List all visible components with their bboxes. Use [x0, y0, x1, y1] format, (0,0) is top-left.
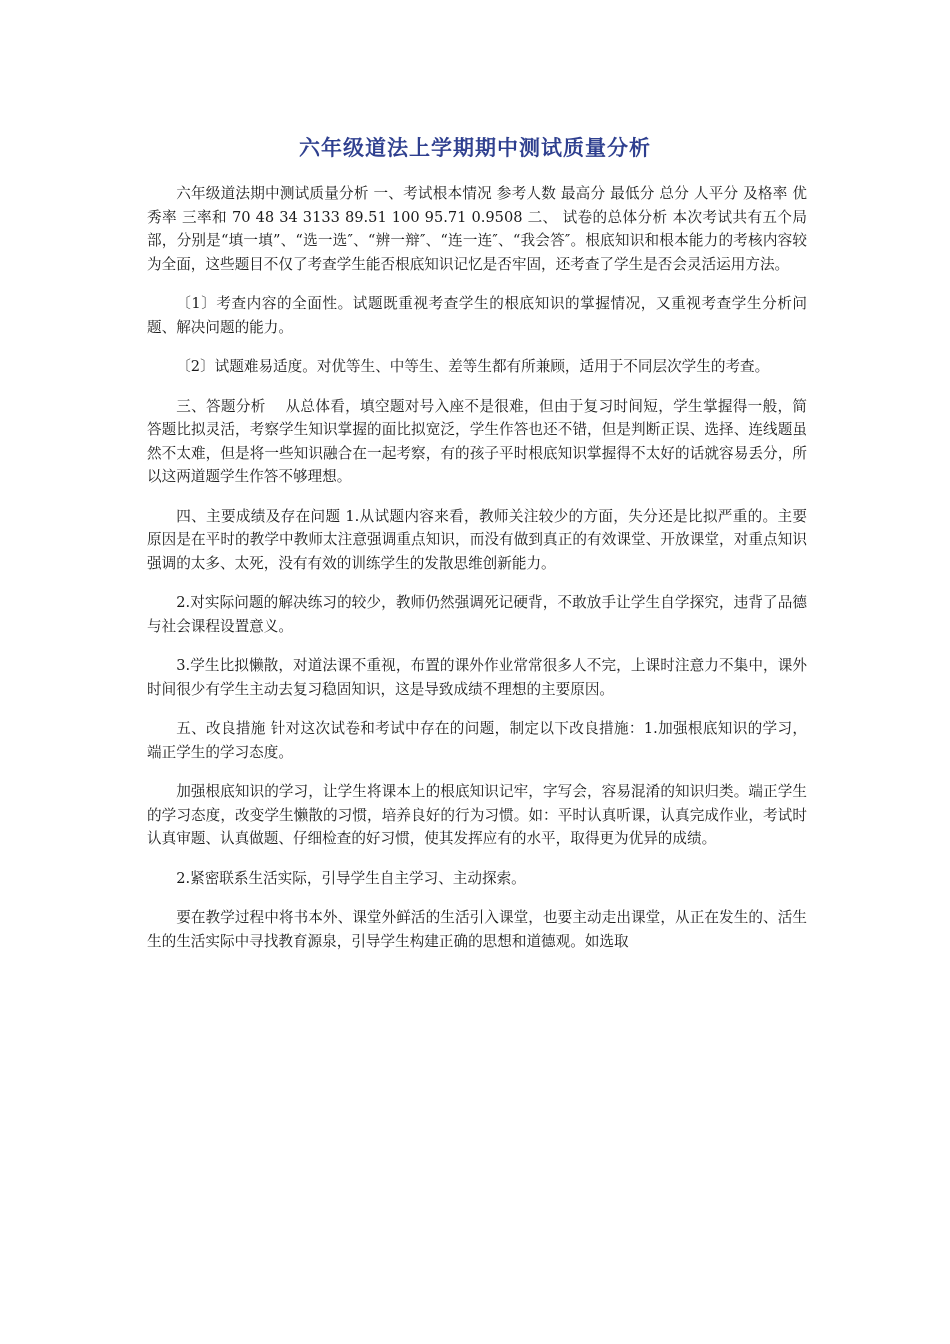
- paragraph-problem-3: 3.学生比拟懒散，对道法课不重视，布置的课外作业常常很多人不完，上课时注意力不集中，课外时间很少有学生主动去复习稳固知识，这是导致成绩不理想的主要原因。: [147, 657, 807, 698]
- paragraph-problem-2: 2.对实际问题的解决练习的较少，教师仍然强调死记硬背，不敢放手让学生自学探究，违背了品德与社会课程设置意义。: [147, 594, 807, 635]
- paragraph-improvement-measures: 五、改良措施 针对这次试卷和考试中存在的问题，制定以下改良措施：1.加强根底知识的学习，端正学生的学习态度。: [147, 720, 807, 761]
- paragraph-exam-overview: 六年级道法期中测试质量分析 一、考试根本情况 参考人数 最高分 最低分 总分 人平分 及格率 优秀率 三率和 70 48 34 3133 89.51 100 95.71 0.9508 二、 试卷的总体分析 本次考试共有五个局部，分别是“填一填”、“选一选″、“辨一辩″、“连一连″、“我会答″。根底知识和根本能力的考核内容较为全面，这些题目不仅了考查学生能否根底知识记忆是否牢固，还考查了学生是否会灵活运用方法。: [147, 185, 807, 273]
- paragraph-teaching-life: 要在教学过程中将书本外、课堂外鲜活的生活引入课堂，也要主动走出课堂，从正在发生的、活生生的生活实际中寻找教育源泉，引导学生构建正确的思想和道德观。如选取: [147, 909, 807, 950]
- paragraph-point-1: 〔1〕考查内容的全面性。试题既重视考查学生的根底知识的掌握情况，又重视考查学生分析问题、解决问题的能力。: [147, 295, 807, 336]
- paragraph-measure-2: 2.紧密联系生活实际，引导学生自主学习、主动探索。: [176, 869, 526, 887]
- page-title: 六年级道法上学期期中测试质量分析: [299, 136, 651, 160]
- paragraph-answer-analysis: 三、答题分析 从总体看，填空题对号入座不是很难，但由于复习时间短，学生掌握得一般，简答题比拟灵活，考察学生知识掌握的面比拟宽泛，学生作答也还不错，但是判断正误、选择、连线题虽然不太难，但是将一些知识融合在一起考察，有的孩子平时根底知识掌握得不太好的话就容易丢分，所以这两道题学生作答不够理想。: [147, 397, 807, 485]
- paragraph-strengthen-basics: 加强根底知识的学习，让学生将课本上的根底知识记牢，字写会，容易混淆的知识归类。端正学生的学习态度，改变学生懒散的习惯，培养良好的行为习惯。如：平时认真听课，认真完成作业，考试时认真审题、认真做题、仔细检查的好习惯，使其发挥应有的水平，取得更为优异的成绩。: [147, 783, 807, 847]
- paragraph-point-2: 〔2〕试题难易适度。对优等生、中等生、差等生都有所兼顾，适用于不同层次学生的考查。: [176, 358, 770, 375]
- paragraph-achievements-problems: 四、主要成绩及存在问题 1.从试题内容来看，教师关注较少的方面，失分还是比拟严重的。主要原因是在平时的教学中教师太注意强调重点知识，而没有做到真正的有效课堂、开放课堂，对重点知识强调的太多、太死，没有有效的训练学生的发散思维创新能力。: [147, 507, 807, 572]
- document-body: [147, 182, 807, 969]
